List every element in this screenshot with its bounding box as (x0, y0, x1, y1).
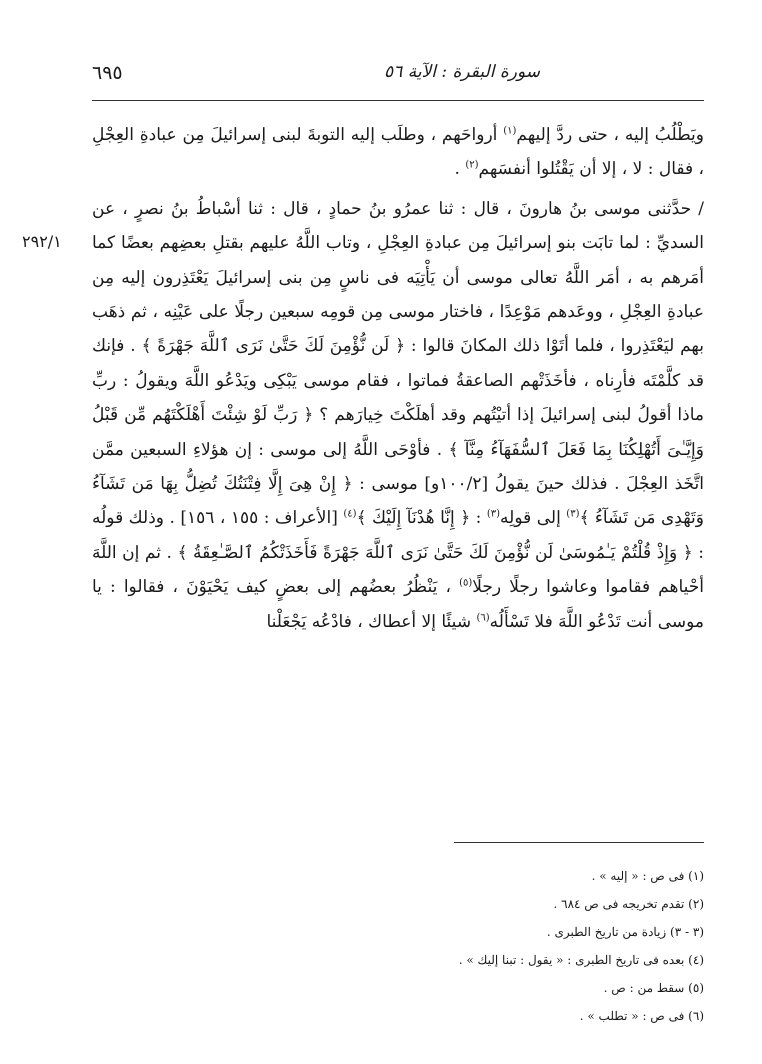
footnote-line: (٥) سقط من : ص . (603, 981, 704, 995)
running-title: سورة البقرة : الآية ٥٦ (384, 62, 540, 82)
page-header (92, 62, 704, 88)
margin-reference: ٢٩٢/١ (22, 232, 62, 251)
text-run: [الأعراف : ١٥٥ ، ١٥٦] . وذلك قولُه : ﴿ وَإِذْ قُلْتُمْ يَـٰمُوسَىٰ لَن نُّؤْمِنَ لَكَ حَتَّىٰ نَرَى ٱللَّهَ جَهْرَةً فَأَخَذَتْكُمُ ٱلصَّـٰعِقَةُ ﴾ . ثم إن اللَّهَ أحْياهم فقاموا وعاشوا رجلًا رجلًا (92, 508, 704, 598)
text-run: ، يَنْظُرُ بعضُهم إلى بعضٍ كيف يَحْيَوْنَ ، فقالوا : يا موسى أنت تَدْعُو اللَّهَ فلا تَسْأَلُه (92, 577, 704, 632)
main-text (92, 118, 704, 639)
footnote-line: (٢) تقدم تخريجه فى ص ٦٨٤ . (553, 897, 704, 911)
footnotes (92, 862, 704, 1030)
footnote-divider (454, 842, 704, 843)
text-run: أرواحَهم ، وطلَب إليه التوبةَ لبنى إسرائيلَ مِن عبادةِ العِجْلِ ، فقال : لا ، إلا أن يَقْتُلوا أنفسَهم (92, 125, 704, 180)
text-paragraph (92, 118, 704, 187)
footnote-reference: (٣) (486, 508, 501, 520)
footnote-reference: (٤) (343, 508, 357, 520)
text-run: شيئًا إلا أعطاك ، فادْعُه يَجْعَلْنا (266, 611, 477, 632)
footnote-line: (١) فى ص : « إليه » . (591, 869, 704, 883)
footnote-reference: (٢) (465, 159, 479, 171)
footnote-reference: (٦) (476, 612, 490, 624)
footnote-reference: (٥) (459, 577, 473, 589)
text-run: . (454, 159, 466, 180)
text-paragraph (92, 192, 704, 639)
header-divider (92, 100, 704, 101)
text-run: / حدَّثنى موسى بنُ هارونَ ، قال : ثنا عمرُو بنُ حمادٍ ، قال : ثنا أسْباطُ بنُ نصرٍ ، عن السديِّ : لما تابَت بنو إسرائيلَ مِن عبادةِ العِجْلِ ، وتاب اللَّهُ عليهم بقتلِ بعضِهم بعضًا كما أمَرهم به ، أمَر اللَّهُ تعالى موسى أن يَأْتِيَه فى ناسٍ مِن بنى إسرائيلَ يَعْتَذِرون إليه مِن عبادةِ العِجْلِ ، ووعَدهم مَوْعِدًا ، فاختار موسى مِن قومِه سبعين رجلًا على عَيْنِه ، ثم ذهَب بهم ليَعْتَذِروا ، فلما أتَوْا ذلك المكانَ قالوا : ﴿ لَن نُّؤْمِنَ لَكَ حَتَّىٰ نَرَى ٱللَّهَ جَهْرَةً ﴾ . فإنك قد كلَّمْتَه فأرِناه ، فأخَذَتْهم الصاعقةُ فماتوا ، فقام موسى يَبْكِى ويَدْعُو اللَّهَ ويقولُ : ربِّ ماذا أقولُ لبنى إسرائيلَ إذا أتيْتُهم وقد أهلَكْتَ خِيارَهم ؟ ﴿ رَبِّ لَوْ شِئْتَ أَهْلَكْتَهُم مِّن قَبْلُ وَإِيَّـٰىَ أَتُهْلِكُنَا بِمَا فَعَلَ ٱلسُّفَهَآءُ مِنَّآ ﴾ . فأوْحَى اللَّهُ إلى موسى : إن هؤلاءِ السبعين ممَّن اتَّخَذ العِجْلَ . فذلك حينَ يقولُ [١٠٠/٢و] موسى : ﴿ إِنْ هِىَ إِلَّا فِتْنَتُكَ تُضِلُّ بِهَا مَن تَشَآءُ وَتَهْدِى مَن تَشَآءُ ﴾ (92, 198, 704, 529)
text-run: ويَطْلُبُ إليه ، حتى ردَّ إليهم (516, 125, 704, 145)
text-run: : ﴿ إِنَّا هُدْنَآ إِلَيْكَ ﴾ (356, 508, 487, 529)
footnote-reference: (٣) (566, 508, 580, 520)
text-run: إلى قولِه (500, 508, 567, 529)
page-number: ٦٩٥ (92, 62, 123, 84)
footnote-line: (٤) بعده فى تاريخ الطبرى : « يقول : تبنا إليك » . (458, 953, 704, 967)
footnote-line: (٦) فى ص : « تطلب » . (579, 1009, 704, 1023)
footnote-reference: (١) (503, 125, 517, 137)
footnote-line: (٣ - ٣) زيادة من تاريخ الطبرى . (546, 925, 704, 939)
